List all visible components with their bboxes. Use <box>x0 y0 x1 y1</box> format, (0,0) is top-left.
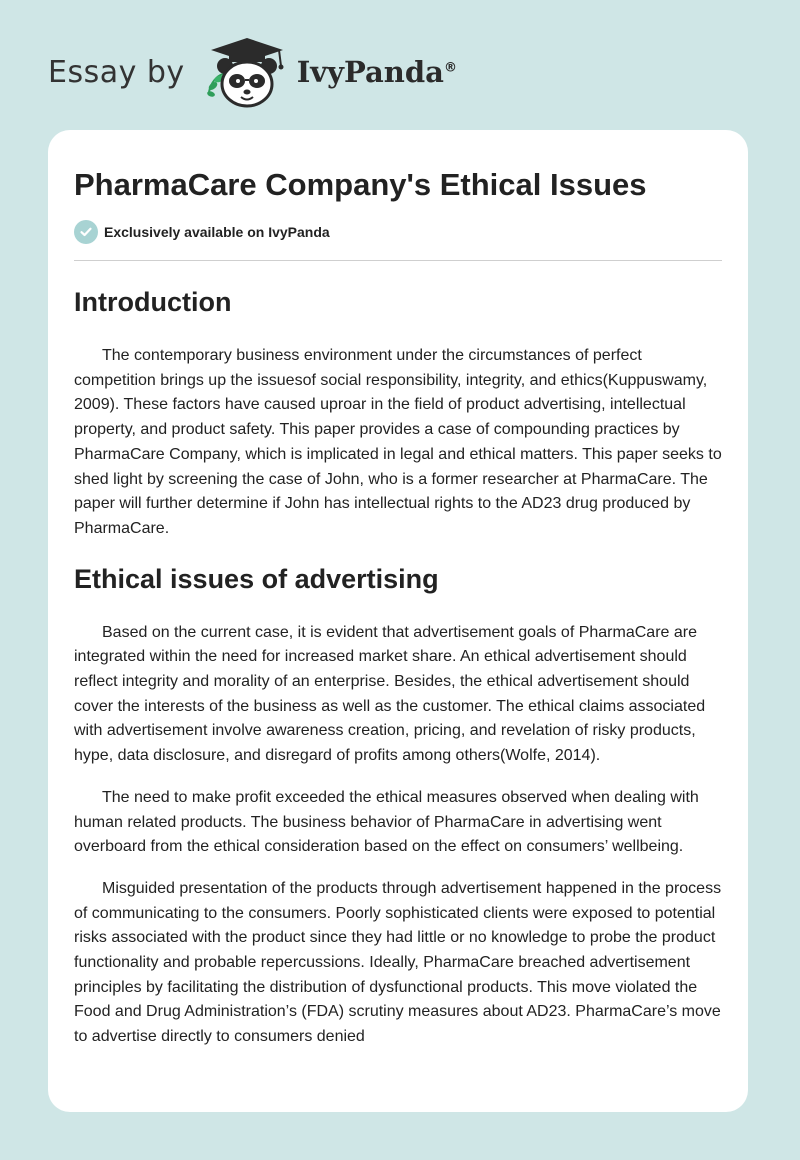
page-title: PharmaCare Company's Ethical Issues <box>74 167 647 202</box>
section-heading-introduction: Introduction <box>74 287 232 317</box>
exclusive-badge <box>74 220 722 244</box>
site-header <box>48 34 457 110</box>
check-circle-icon <box>74 220 98 244</box>
divider <box>74 260 722 261</box>
brand-prefix: Essay by <box>48 54 185 90</box>
badge-text: Exclusively available on IvyPanda <box>104 224 330 240</box>
panda-graduate-icon[interactable] <box>199 34 291 110</box>
registered-mark: ® <box>443 60 457 76</box>
paragraph: The need to make profit exceeded the ethical measures observed when dealing with human related products. The business behavior of PharmaCare in advertising went overboard from the ethical consideration based on the effect on consumers’ wellbeing. <box>74 788 699 856</box>
paragraph: The contemporary business environment under the circumstances of perfect competition brings up the issuesof social responsibility, integrity, and ethics(Kuppuswamy, 2009). These factors have caused uproar in the field of product advertising, intellectual property, and product safety. This paper provides a case of compounding practices by PharmaCare Company, which is implicated in legal and ethical matters. This paper seeks to shed light by screening the case of John, who is a former researcher at PharmaCare. The paper will further determine if John has intellectual rights to the AD23 drug produced by PharmaCare. <box>74 347 722 537</box>
paragraph: Based on the current case, it is evident that advertisement goals of PharmaCare are integrated within the need for increased market share. An ethical advertisement should reflect integrity and morality of an enterprise. Besides, the ethical advertisement should cover the interests of the business as well as the customer. The ethical claims associated with advertisement involve awareness creation, pricing, and revelation of risky products, hype, data disclosure, and disregard of profits among others(Wolfe, 2014). <box>74 623 706 765</box>
brand-name[interactable]: IvyPanda® <box>296 55 457 89</box>
section-heading-ethical-issues: Ethical issues of advertising <box>74 563 439 594</box>
paragraph: Misguided presentation of the products through advertisement happened in the process of communicating to the consumers. Poorly sophisticated clients were exposed to potential risks associated with the product since they had little or no knowledge to probe the product functionality and probable repercussions. Ideally, PharmaCare breached advertisement principles by facilitating the distribution of dysfunctional products. This move violated the Food and Drug Administration’s (FDA) scrutiny measures about AD23. PharmaCare’s move to advertise directly to consumers denied <box>74 879 722 1046</box>
essay-card <box>48 130 748 1112</box>
